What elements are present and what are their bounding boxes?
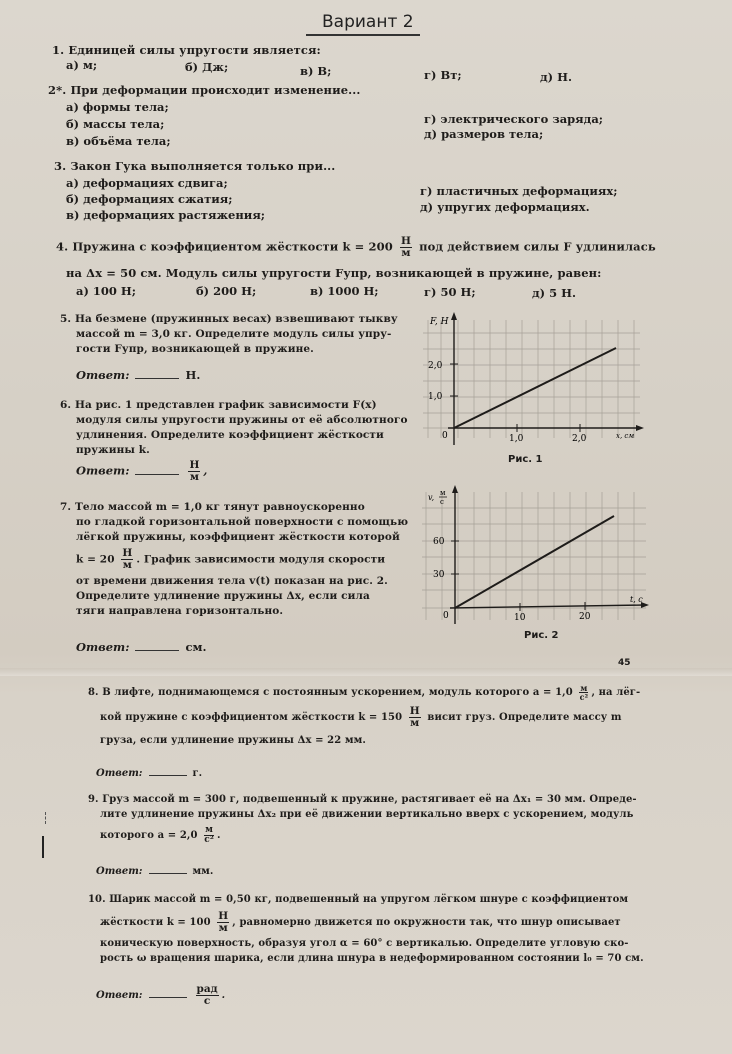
page-title: Вариант 2 xyxy=(322,12,414,32)
question-4: 4. Пружина с коэффициентом жёсткости k = 200 $\frac{Н}{м}$ под действием силы F удлинилась xyxy=(56,235,656,259)
figure-1-caption: Рис. 1 xyxy=(508,454,543,465)
question-1: 1. Единицей силы упругости является: xyxy=(52,43,321,57)
q7-answer: Ответ: см. xyxy=(76,640,207,654)
question-2: 2*. При деформации происходит изменение... xyxy=(48,83,361,97)
svg-text:0: 0 xyxy=(443,611,449,621)
svg-text:с: с xyxy=(440,498,444,506)
q3-option-d[interactable]: д) упругих деформациях. xyxy=(420,200,590,214)
q9-answer: Ответ: мм. xyxy=(96,866,214,877)
q9-answer-field[interactable] xyxy=(149,873,187,874)
q3-option-b[interactable]: б) деформациях сжатия; xyxy=(66,192,233,206)
svg-text:2,0: 2,0 xyxy=(428,361,443,371)
q2-option-v[interactable]: в) объёма тела; xyxy=(66,134,171,148)
q4-option-g[interactable]: г) 50 Н; xyxy=(424,285,476,299)
q8-answer: Ответ: г. xyxy=(96,768,203,779)
svg-text:x, см: x, см xyxy=(616,432,635,440)
svg-text:0: 0 xyxy=(442,431,448,441)
svg-text:10: 10 xyxy=(514,613,526,623)
q2-option-a[interactable]: а) формы тела; xyxy=(66,100,169,114)
figure-1-chart xyxy=(418,310,644,450)
svg-text:60: 60 xyxy=(433,537,445,547)
question-8: 8. В лифте, поднимающемся с постоянным ускорением, модуль которого a = 1,0 $\frac{м}{\text{с²}}$ , на лёг- кой пружине с коэффициентом жёсткости k = 150 $\frac{Н}{м}$ висит груз. Определите массу m груза, если удлинение пружины Δx = 22 мм. xyxy=(88,683,641,746)
q5-answer: Ответ: Н. xyxy=(76,368,201,382)
question-5: 5. На безмене (пружинных весах) взвешивают тыкву массой m = 3,0 кг. Определите модуль силы упру- гости Fупр, возникающей в пружине. xyxy=(60,313,398,355)
svg-text:20: 20 xyxy=(579,612,591,622)
q8-answer-field[interactable] xyxy=(149,775,187,776)
q3-option-g[interactable]: г) пластичных деформациях; xyxy=(420,184,618,198)
q6-answer: Ответ: $\frac{Н}{м}$ , xyxy=(76,459,208,483)
margin-pen-mark xyxy=(42,836,44,858)
question-7: 7. Тело массой m = 1,0 кг тянут равноускоренно по гладкой горизонтальной поверхности с помощью лёгкой пружины, коэффициент жёсткости которой k = 20 $\frac{Н}{м}$ . График зависимости модуля скорости от времени движения тела v(t) показан на рис. 2. Определите удлинение пружины Δx, если сила тяги направлена горизонтально. xyxy=(60,501,409,617)
page-fold xyxy=(0,668,732,676)
q10-answer: Ответ: $\frac{\text{рад}}{с}$ . xyxy=(96,983,226,1007)
question-9: 9. Груз массой m = 300 г, подвешенный к пружине, растягивает её на Δx₁ = 30 мм. Опреде- лите удлинение пружины Δx₂ при её движении вертикально вверх с ускорением, модуль которого a = 2,0 $\frac{м}{\text{с²}}$ . xyxy=(88,794,637,845)
q1-option-a[interactable]: а) м; xyxy=(66,58,98,72)
q10-answer-field[interactable] xyxy=(149,997,187,998)
svg-text:t, c: t, c xyxy=(630,595,643,604)
q3-option-v[interactable]: в) деформациях растяжения; xyxy=(66,208,266,222)
q2-option-b[interactable]: б) массы тела; xyxy=(66,117,165,131)
figure-2-caption: Рис. 2 xyxy=(524,630,559,641)
svg-text:30: 30 xyxy=(433,570,445,580)
unit-fraction: $\frac{Н}{м}$ xyxy=(400,235,411,259)
q4-option-d[interactable]: д) 5 Н. xyxy=(532,286,576,300)
q4-option-a[interactable]: а) 100 Н; xyxy=(76,284,137,298)
question-4-line-2: на Δx = 50 см. Модуль силы упругости Fупр, возникающей в пружине, равен: xyxy=(66,266,602,280)
q7-answer-field[interactable] xyxy=(135,650,179,651)
svg-text:v,: v, xyxy=(428,493,435,502)
title-underline xyxy=(306,34,420,36)
q1-option-d[interactable]: д) Н. xyxy=(540,70,572,84)
q1-option-v[interactable]: в) В; xyxy=(300,64,332,78)
question-3: 3. Закон Гука выполняется только при... xyxy=(54,159,336,173)
svg-text:м: м xyxy=(440,489,446,497)
svg-text:2,0: 2,0 xyxy=(572,434,587,444)
q5-answer-field[interactable] xyxy=(135,378,179,379)
margin-pen-mark-dashed xyxy=(45,812,49,824)
svg-text:F, Н: F, Н xyxy=(430,317,449,327)
svg-text:1,0: 1,0 xyxy=(428,392,443,402)
q1-option-g[interactable]: г) Вт; xyxy=(424,68,462,82)
q4-option-b[interactable]: б) 200 Н; xyxy=(196,284,257,298)
question-10: 10. Шарик массой m = 0,50 кг, подвешенный на упругом лёгком шнуре с коэффициентом жёсткости k = 100 $\frac{Н}{м}$ , равномерно движется по окружности так, что шнур описывает коническую поверхность, образуя угол α = 60° с вертикалью. Определите угловую ско- рость ω вращения шарика, если длина шнура в недеформированном состоянии l₀ = 70 см. xyxy=(88,894,644,964)
q3-option-a[interactable]: а) деформациях сдвига; xyxy=(66,176,228,190)
page-number: 45 xyxy=(618,658,631,668)
q2-option-g[interactable]: г) электрического заряда; xyxy=(424,112,604,126)
q2-option-d[interactable]: д) размеров тела; xyxy=(424,127,544,141)
q6-answer-field[interactable] xyxy=(135,474,179,475)
q4-option-v[interactable]: в) 1000 Н; xyxy=(310,284,379,298)
svg-text:1,0: 1,0 xyxy=(509,434,524,444)
question-6: 6. На рис. 1 представлен график зависимости F(x) модуля силы упругости пружины от её абсолютного удлинения. Определите коэффициент жёсткости пружины k. xyxy=(60,399,408,456)
q1-option-b[interactable]: б) Дж; xyxy=(185,60,229,74)
figure-2-chart xyxy=(418,484,650,626)
